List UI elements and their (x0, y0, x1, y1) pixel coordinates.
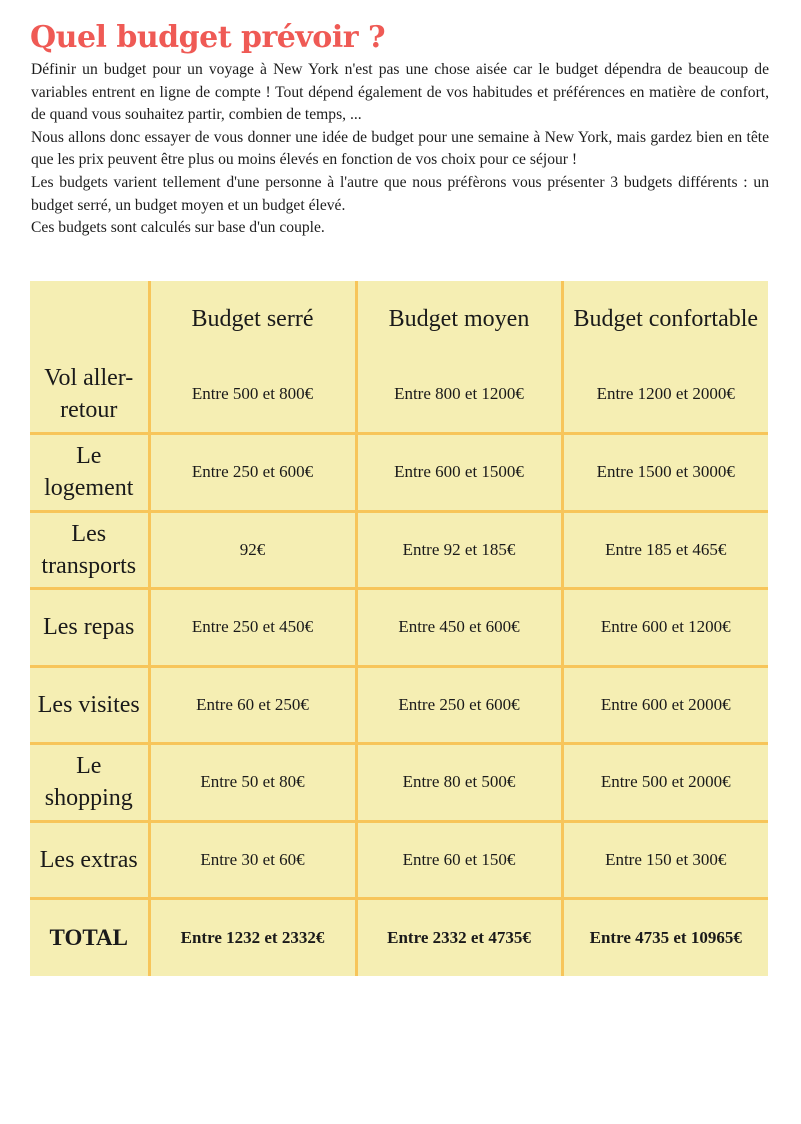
row-label: Le shopping (30, 744, 149, 822)
header-cell-budget-serre: Budget serré (149, 281, 356, 356)
header-cell-empty (30, 281, 149, 356)
table-cell: Entre 800 et 1200€ (356, 356, 562, 434)
table-row (30, 666, 768, 744)
row-label: Le logement (30, 434, 149, 512)
table-row (30, 589, 768, 667)
total-cell: Entre 4735 et 10965€ (589, 928, 742, 947)
table-cell: Entre 500 et 2000€ (562, 744, 768, 822)
table-cell: Entre 1200 et 2000€ (562, 356, 768, 434)
row-label-total: TOTAL (30, 899, 149, 977)
table-row (30, 821, 768, 899)
table-cell: Entre 150 et 300€ (562, 821, 768, 899)
table-row (30, 434, 768, 512)
table-total-row (30, 899, 768, 977)
table-cell: Entre 1500 et 3000€ (562, 434, 768, 512)
header-cell-budget-moyen: Budget moyen (356, 281, 562, 356)
table-cell: Entre 30 et 60€ (149, 821, 356, 899)
table-cell: 92€ (149, 511, 356, 589)
table-cell: Entre 60 et 150€ (356, 821, 562, 899)
table-cell: Entre 50 et 80€ (149, 744, 356, 822)
table-cell: Entre 600 et 2000€ (562, 666, 768, 744)
table-cell: Entre 250 et 450€ (149, 589, 356, 667)
row-label: Les repas (30, 589, 149, 667)
table-cell: Entre 60 et 250€ (149, 666, 356, 744)
table-header-row (30, 281, 768, 356)
table-cell: Entre 92 et 185€ (356, 511, 562, 589)
table-cell: Entre 185 et 465€ (562, 511, 768, 589)
table-cell: Entre 600 et 1200€ (562, 589, 768, 667)
table-row (30, 356, 768, 434)
row-label: Vol aller-retour (30, 356, 149, 434)
header-cell-budget-confortable: Budget confortable (573, 305, 759, 332)
row-label: Les transports (30, 511, 149, 589)
table-cell: Entre 600 et 1500€ (356, 434, 562, 512)
table-cell: Entre 450 et 600€ (356, 589, 562, 667)
table-row (30, 744, 768, 822)
row-label: Les extras (30, 821, 149, 899)
intro-paragraph: Nous allons donc essayer de vous donner une idée de budget pour une semaine à New York, mais gardez bien en tête que les prix peuvent être plus ou moins élevés en fonction de vos choix pour ce séjour ! (31, 128, 769, 169)
intro-paragraph: Ces budgets sont calculés sur base d'un couple. (31, 219, 325, 237)
table-cell: Entre 80 et 500€ (356, 744, 562, 822)
budget-table (30, 281, 768, 976)
page-title: Quel budget prévoir ? (30, 20, 386, 55)
intro-paragraph: Les budgets varient tellement d'une personne à l'autre que nous préfèrons vous présenter 3 budgets différents : un budget serré, un budget moyen et un budget élevé. (31, 173, 769, 214)
row-label: Les visites (30, 666, 149, 744)
intro-text (31, 59, 769, 240)
table-row (30, 511, 768, 589)
total-cell: Entre 1232 et 2332€ (149, 899, 356, 977)
table-cell: Entre 500 et 800€ (149, 356, 356, 434)
intro-paragraph: Définir un budget pour un voyage à New York n'est pas une chose aisée car le budget dépendra de beaucoup de variables entrent en ligne de compte ! Tout dépend également de vos habitudes et préférences en matière de confort, de quand vous souhaitez partir, combien de temps, ... (31, 61, 769, 124)
total-cell: Entre 2332 et 4735€ (356, 899, 562, 977)
table-cell: Entre 250 et 600€ (356, 666, 562, 744)
table-cell: Entre 250 et 600€ (149, 434, 356, 512)
